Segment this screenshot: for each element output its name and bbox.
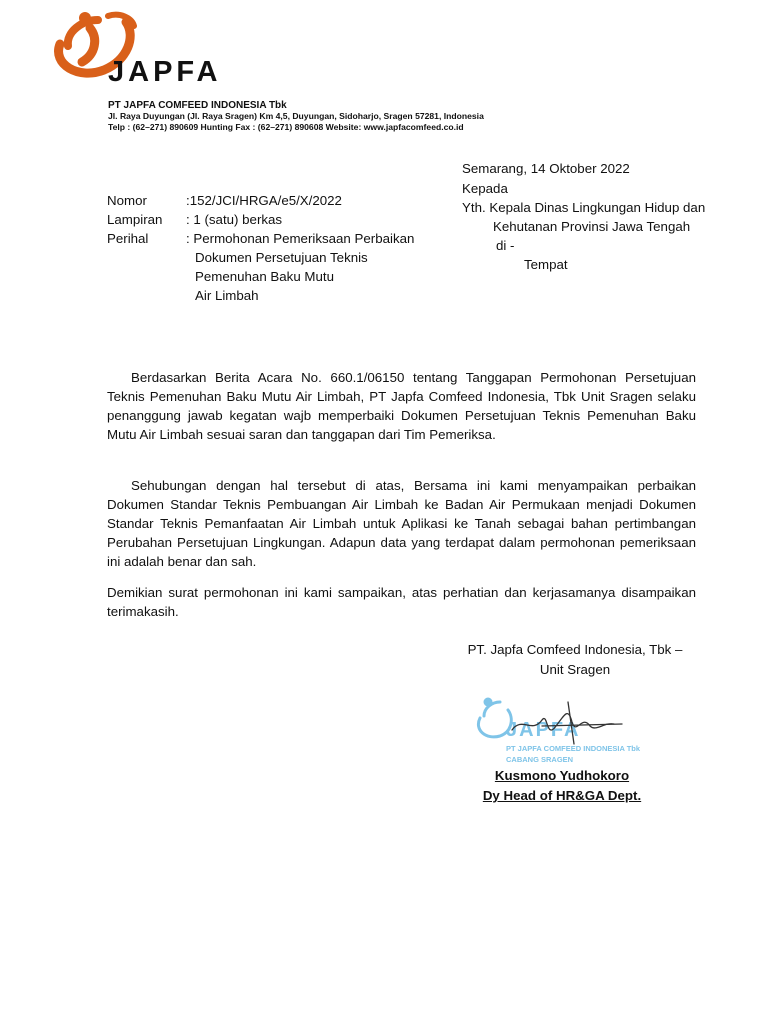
nomor-row [107,191,414,210]
company-address: Jl. Raya Duyungan (Jl. Raya Sragen) Km 4,5, Duyungan, Sidoharjo, Sragen 57281, Indonesia [108,111,484,121]
lampiran-label: Lampiran [107,212,163,227]
lampiran-row [107,210,414,229]
signatory-company [440,640,710,680]
perihal-value-cont: Pemenuhan Baku Mutu [195,269,334,284]
stamp-branch-text: CABANG SRAGEN [506,755,574,764]
signatory-company-line: PT. Japfa Comfeed Indonesia, Tbk – [467,642,683,657]
letter-reference-block [107,191,414,305]
perihal-label: Perihal [107,231,149,246]
company-name: PT JAPFA COMFEED INDONESIA Tbk [108,100,287,111]
recipient-line: Kehutanan Provinsi Jawa Tengah [493,219,691,234]
recipient-line: Yth. Kepala Dinas Lingkungan Hidup dan [462,200,706,215]
company-contact: Telp : (62–271) 890609 Hunting Fax : (62–271) 890608 Website: www.japfacomfeed.co.id [108,122,464,132]
perihal-value-cont: Air Limbah [195,288,259,303]
recipient-block [462,179,705,274]
recipient-line: Kepada [462,181,508,196]
stamp-company-text: PT JAPFA COMFEED INDONESIA Tbk [506,744,641,753]
recipient-line: Tempat [524,257,568,272]
nomor-value: :152/JCI/HRGA/e5/X/2022 [186,193,342,208]
logo-wordmark: JAPFA [108,56,222,88]
body-paragraph: Demikian surat permohonan ini kami sampaikan, atas perhatian dan kerjasamanya disampaikan terimakasih. [107,585,696,619]
lampiran-value: : 1 (satu) berkas [186,212,283,227]
body-paragraph: Berdasarkan Berita Acara No. 660.1/06150 tentang Tanggapan Permohonan Persetujuan Teknis Pemenuhan Baku Mutu Air Limbah, PT Japfa Comfeed Indonesia, Tbk Unit Sragen selaku penanggung jawab kegatan wajb memperbaiki Dokumen Persetujuan Teknis Pemenuhan Baku Mutu Air Limbah sesuai saran dan tanggapan dari Tim Pemeriksa. [107,370,696,442]
perihal-row [107,229,414,248]
stamp-logo-text: JAPFA [506,719,581,741]
signatory-title: Dy Head of HR&GA Dept. [482,788,642,803]
body-paragraph: Sehubungan dengan hal tersebut di atas, Bersama ini kami menyampaikan perbaikan Dokumen Standar Teknis Pembuangan Air Limbah ke Badan Air Permukaan menjadi Dokumen Standar Teknis Pemanfaatan Air Limbah untuk Aplikasi ke Tanah sebagai bahan pertimbangan Perubahan Persetujuan Lingkungan. Adapun data yang terdapat dalam permohonan pemeriksaan ini adalah benar dan sah. [107,478,696,569]
signatory-company-line: Unit Sragen [539,662,611,677]
perihal-value-cont: Dokumen Persetujuan Teknis [195,250,368,265]
perihal-value: : Permohonan Pemeriksaan Perbaikan [186,231,415,246]
nomor-label: Nomor [107,193,147,208]
company-stamp-signature [472,696,662,766]
place-date: Semarang, 14 Oktober 2022 [462,161,630,176]
recipient-line: di - [496,238,515,253]
signatory-name: Kusmono Yudhokoro [494,768,630,783]
